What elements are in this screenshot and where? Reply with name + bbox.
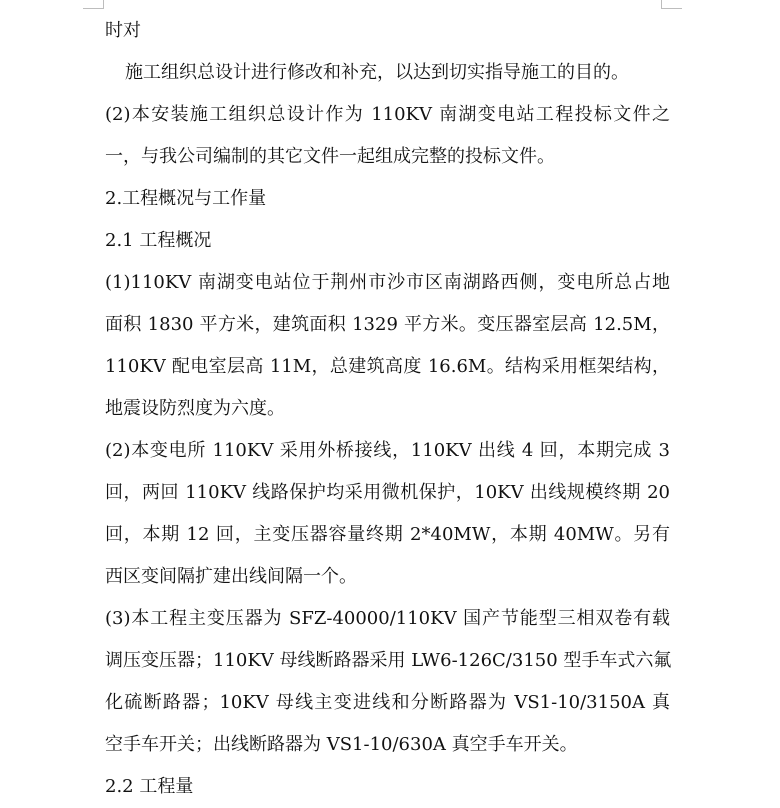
text-line: 西区变间隔扩建出线间隔一个。 <box>105 566 357 587</box>
text-line: 地震设防烈度为六度。 <box>105 398 285 419</box>
text-line: 面积 1830 平方米，建筑面积 1329 平方米。变压器室层高 12.5M， <box>105 314 670 335</box>
subsection-heading: 2.1 工程概况 <box>105 230 212 251</box>
text-line: (2)本安装施工组织总设计作为 110KV 南湖变电站工程投标文件之 <box>105 104 670 125</box>
margin-corner-mark-left <box>83 0 104 9</box>
section-heading: 2.工程概况与工作量 <box>105 188 267 209</box>
text-line: 一，与我公司编制的其它文件一起组成完整的投标文件。 <box>105 146 555 167</box>
text-line: 回，两回 110KV 线路保护均采用微机保护，10KV 出线规模终期 20 <box>105 482 670 503</box>
text-line: 时对 <box>105 20 141 41</box>
text-line: 施工组织总设计进行修改和补充，以达到切实指导施工的目的。 <box>125 62 629 83</box>
text-line: (2)本变电所 110KV 采用外桥接线，110KV 出线 4 回，本期完成 3 <box>105 440 670 461</box>
text-line: 化硫断路器；10KV 母线主变进线和分断路器为 VS1-10/3150A 真 <box>105 692 670 713</box>
text-line: 110KV 配电室层高 11M，总建筑高度 16.6M。结构采用框架结构， <box>105 356 670 377</box>
document-body <box>105 10 670 808</box>
text-line: 回，本期 12 回，主变压器容量终期 2*40MW，本期 40MW。另有 <box>105 524 670 545</box>
text-line: (1)110KV 南湖变电站位于荆州市沙市区南湖路西侧，变电所总占地 <box>105 272 670 293</box>
subsection-heading: 2.2 工程量 <box>105 776 194 797</box>
margin-corner-mark-right <box>661 0 682 9</box>
text-line: 调压变压器；110KV 母线断路器采用 LW6-126C/3150 型手车式六氟 <box>105 650 672 671</box>
text-line: 空手车开关；出线断路器为 VS1-10/630A 真空手车开关。 <box>105 734 578 755</box>
text-line: (3)本工程主变压器为 SFZ-40000/110KV 国产节能型三相双卷有载 <box>105 608 670 629</box>
